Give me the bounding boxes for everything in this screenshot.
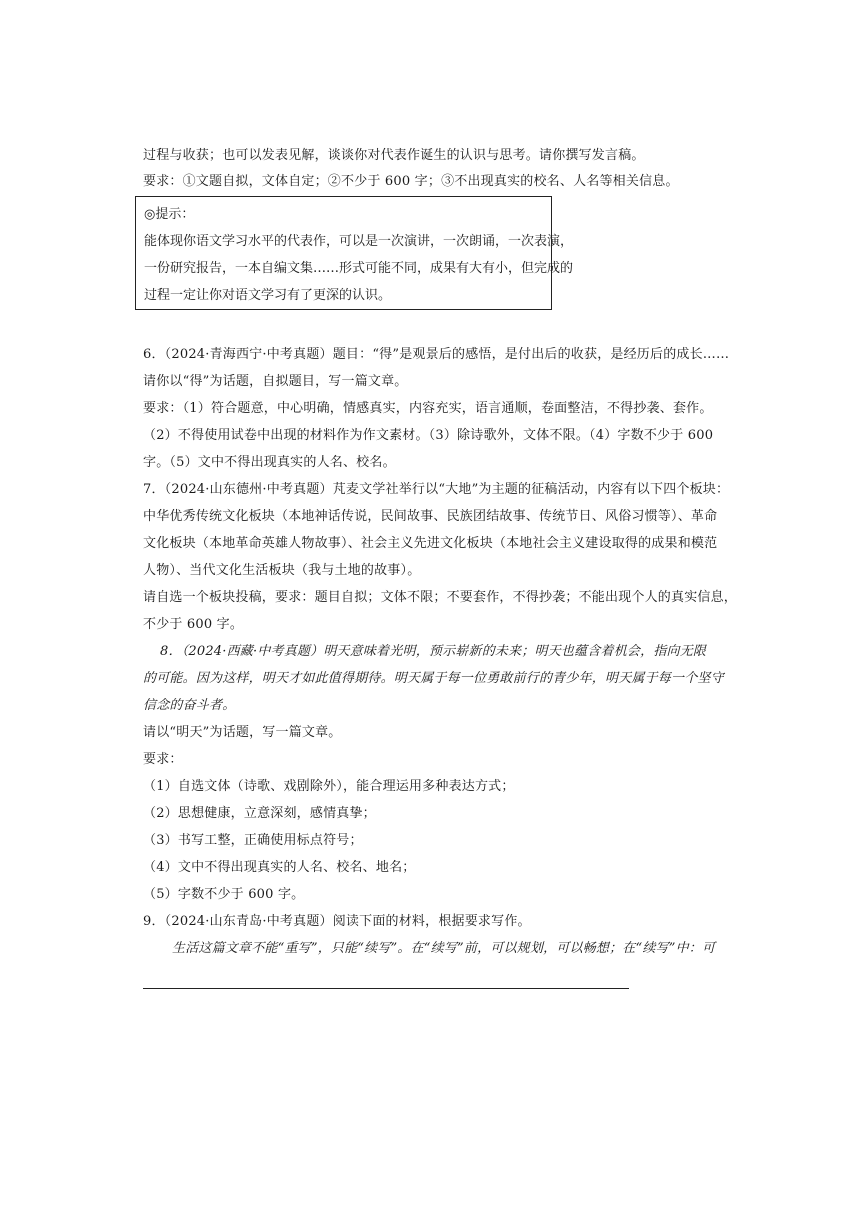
q8-line-1: 8．（2024·西藏·中考真题）明天意味着光明，预示崭新的未来；明天也蕴含着机会，指向无限	[160, 644, 707, 659]
q7-line-3: 文化板块（本地革命英雄人物故事）、社会主义先进文化板块（本地社会主义建设取得的成果和模范	[143, 536, 718, 551]
q8-req-2: （2）思想健康，立意深刻，感情真挚；	[143, 806, 376, 821]
q8-req-4: （4）文中不得出现真实的人名、校名、地名；	[143, 860, 416, 875]
q7-line-6: 不少于 600 字。	[143, 617, 244, 632]
q8-requirements-label: 要求：	[143, 752, 183, 767]
q7-line-2: 中华优秀传统文化板块（本地神话传说，民间故事、民族团结故事、传统节日、风俗习惯等）、革命	[143, 509, 718, 524]
q8-line-2: 的可能。因为这样，明天才如此值得期待。明天属于每一位勇敢前行的青少年，明天属于每一个坚守	[143, 671, 724, 686]
q7-line-5: 请自选一个板块投稿，要求：题目自拟；文体不限；不要套作，不得抄袭；不能出现个人的真实信息，	[143, 590, 738, 605]
intro-requirements: 要求：①文题自拟，文体自定；②不少于 600 字；③不出现真实的校名、人名等相关信息。	[143, 174, 679, 189]
q8-line-4: 请以“明天”为话题，写一篇文章。	[143, 725, 342, 740]
q6-line-1: 6．（2024·青海西宁·中考真题）题目：“得”是观景后的感悟，是付出后的收获，是经历后的成长……	[143, 347, 730, 362]
q6-line-4: （2）不得使用试卷中出现的材料作为作文素材。（3）除诗歌外，文体不限。（4）字数不少于 600	[143, 428, 714, 443]
q8-req-3: （3）书写工整，正确使用标点符号；	[143, 833, 363, 848]
tip-box	[135, 196, 574, 310]
intro-line-1: 过程与收获；也可以发表见解，谈谈你对代表作诞生的认识与思考。请你撰写发言稿。	[143, 148, 645, 163]
footer-divider	[143, 988, 629, 989]
q7-line-1: 7．（2024·山东德州·中考真题）芃麦文学社举行以“大地”为主题的征稿活动，内容有以下四个板块：	[143, 482, 730, 497]
q8-req-5: （5）字数不少于 600 字。	[143, 887, 305, 902]
tip-line-3: 过程一定让你对语文学习有了更深的认识。	[144, 288, 392, 303]
q9-line-1: 9．（2024·山东青岛·中考真题）阅读下面的材料，根据要求写作。	[143, 914, 531, 929]
q9-line-2: 生活这篇文章不能“重写”，只能“续写”。在“续写”前，可以规划，可以畅想；在“续写”中：可	[172, 941, 716, 956]
q6-line-2: 请你以“得”为话题，自拟题目，写一篇文章。	[143, 374, 408, 389]
q6-line-3: 要求：（1）符合题意，中心明确，情感真实，内容充实，语言通顺，卷面整洁，不得抄袭、套作。	[143, 401, 713, 416]
tip-title: ◎提示：	[144, 207, 195, 222]
q7-line-4: 人物）、当代文化生活板块（我与土地的故事）。	[143, 563, 421, 578]
q6-line-5: 字。（5）文中不得出现真实的人名、校名。	[143, 455, 396, 470]
q8-line-3: 信念的奋斗者。	[143, 698, 236, 713]
tip-line-2: 一份研究报告，一本自编文集……形式可能不同，成果有大有小，但完成的	[144, 261, 574, 276]
tip-line-1: 能体现你语文学习水平的代表作，可以是一次演讲，一次朗诵，一次表演，	[144, 234, 574, 249]
q8-req-1: （1）自选文体（诗歌、戏剧除外），能合理运用多种表达方式；	[143, 779, 515, 794]
